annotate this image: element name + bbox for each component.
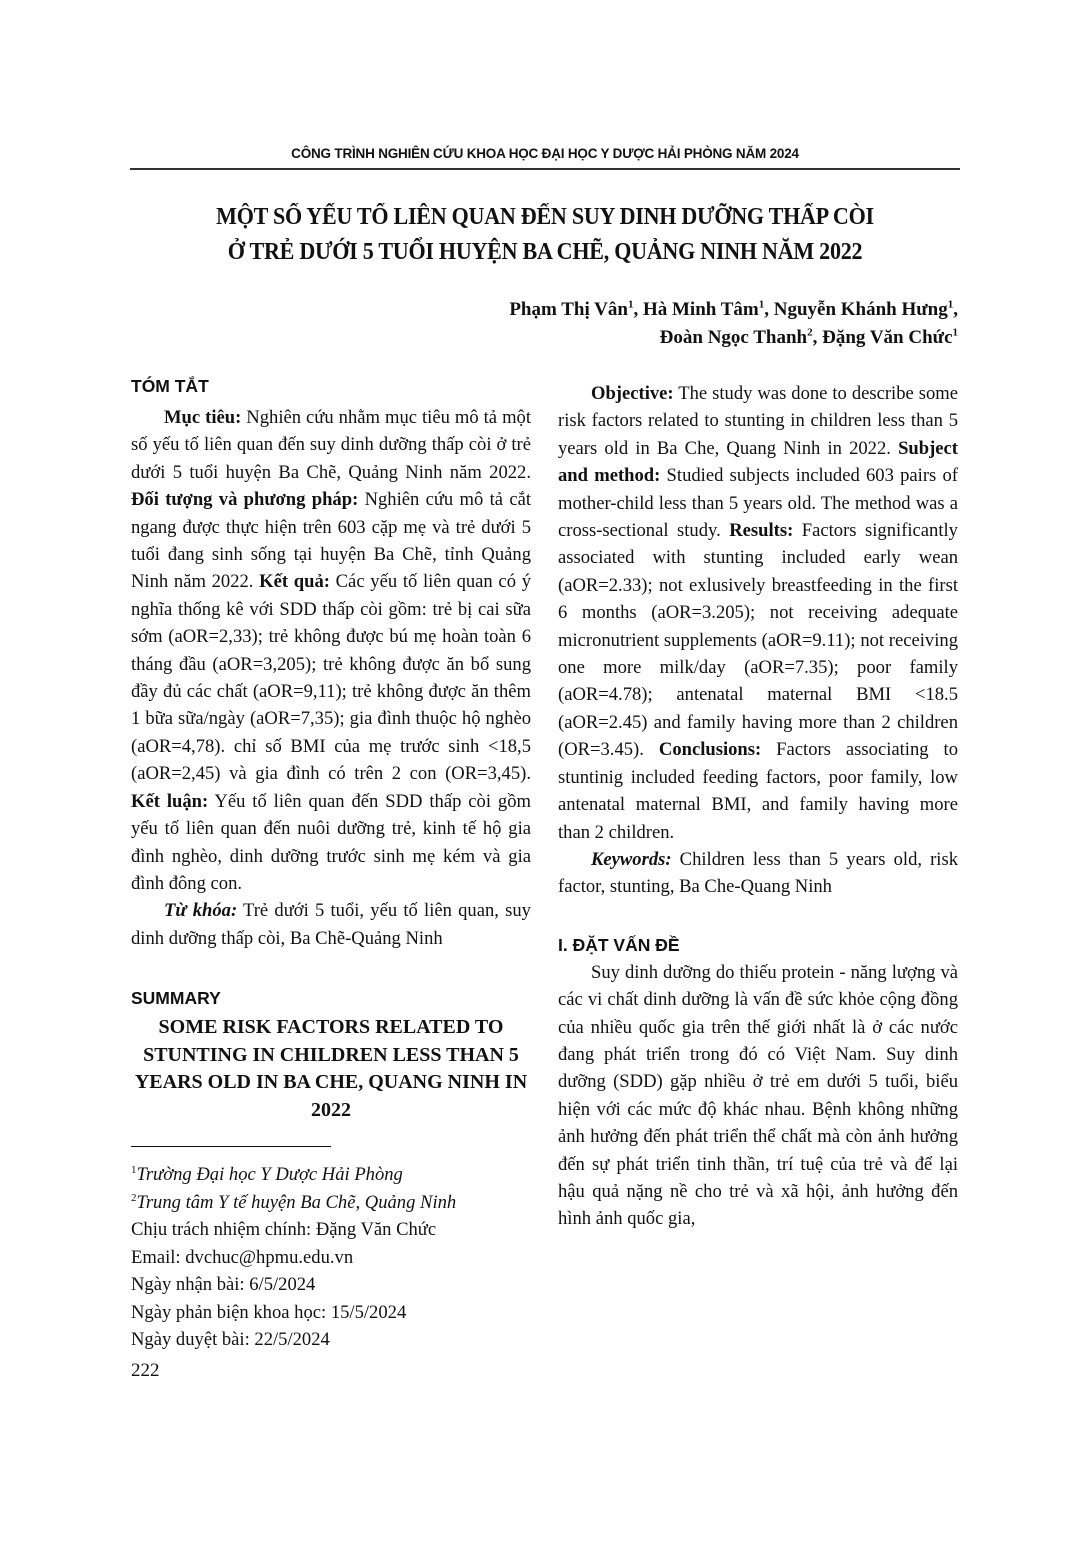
abstract-en bbox=[558, 380, 958, 846]
separator: , bbox=[764, 299, 774, 320]
conclusion-text: Factors associating to stuntinig included feeding factors, poor family, low antenatal maternal BMI, and family having more than 2 children. bbox=[558, 739, 958, 843]
author-name: Hà Minh Tâm bbox=[642, 299, 759, 320]
footnote-mark: 2 bbox=[131, 1191, 137, 1204]
separator: , bbox=[633, 299, 643, 320]
objective-label: Mục tiêu: bbox=[164, 407, 242, 428]
keywords-vi bbox=[131, 897, 531, 952]
footnote-affiliation-1 bbox=[131, 1161, 531, 1189]
header-rule bbox=[130, 168, 960, 170]
date-received: Ngày nhận bài: 6/5/2024 bbox=[131, 1274, 316, 1296]
conclusion-label: Conclusions: bbox=[658, 739, 762, 761]
email: Email: dvchuc@hpmu.edu.vn bbox=[131, 1246, 354, 1268]
left-column bbox=[131, 374, 531, 1354]
running-header: CÔNG TRÌNH NGHIÊN CỨU KHOA HỌC ĐẠI HỌC Y DƯỢC HẢI PHÒNG NĂM 2024 bbox=[291, 146, 799, 161]
results-text: Factors significantly associated with stunting included early wean (aOR=2.33); not exlusively breastfeeding in the first 6 months (aOR=3.205); not receiving adequate micronutrient supplements (aOR=9.11); not receiving one more milk/day (aOR=7.35); poor family (aOR=4.78); antenatal maternal BMI <18.5 (aOR=2.45) and family having more than 2 children (OR=3.45). bbox=[558, 520, 958, 761]
separator: , bbox=[953, 299, 958, 320]
affiliation-text: Trường Đại học Y Dược Hải Phòng bbox=[136, 1164, 403, 1186]
right-column bbox=[558, 380, 958, 1233]
keywords-label: Từ khóa: bbox=[164, 900, 238, 922]
conclusion-text: Yếu tố liên quan đến SDD thấp còi gồm yếu tố liên quan đến nuôi dưỡng trẻ, kinh tế hộ gia đình nghèo, dinh dưỡng trước sinh mẹ kém và gia đình đông con. bbox=[131, 790, 531, 894]
author-list bbox=[509, 296, 958, 352]
date-reviewed: Ngày phản biện khoa học: 15/5/2024 bbox=[131, 1301, 407, 1323]
results-text: Các yếu tố liên quan có ý nghĩa thống kê với SDD thấp còi gồm: trẻ bị cai sữa sớm (aOR=2,33); trẻ không được bú mẹ hoàn toàn 6 tháng đầu (aOR=3,205); trẻ không được ăn bổ sung đầy đủ các chất (aOR=9,11); trẻ không được ăn thêm 1 bữa sữa/ngày (aOR=7,35); gia đình thuộc hộ nghèo (aOR=4,78). chỉ số BMI của mẹ trước sinh <18,5 (aOR=2,45) và gia đình có trên 2 con (OR=3,45). bbox=[131, 571, 531, 785]
objective-text: Nghiên cứu nhằm mục tiêu mô tả một số yếu tố liên quan đến suy dinh dưỡng thấp còi ở trẻ dưới 5 tuổi huyện Ba Chẽ, Quảng Ninh năm 2022. bbox=[131, 407, 531, 483]
results-label: Kết quả: bbox=[259, 571, 330, 593]
method-text: Studied subjects included 603 pairs of mother-child less than 5 years old. The method was a cross-sectional study. bbox=[558, 465, 958, 542]
section-paragraph: Suy dinh dưỡng do thiếu protein - năng lượng và các vi chất dinh dưỡng là vấn đề sức khỏe cộng đồng của nhiều quốc gia trên thế giới nhất là ở các nước đang phát triển trong đó có Việt Nam. Suy dinh dưỡng (SDD) gặp nhiều ở trẻ em dưới 5 tuổi, biểu hiện với các mức độ khác nhau. Bệnh không những ảnh hưởng đến phát triển thể chất mà còn ảnh hưởng đến sự phát triển tinh thần, trí tuệ của trẻ và để lại hậu quả nặng nề cho trẻ và xã hội, ảnh hưởng đến hình ảnh quốc gia, bbox=[558, 961, 958, 1230]
summary-title: SOME RISK FACTORS RELATED TO STUNTING IN CHILDREN LESS THAN 5 YEARS OLD IN BA CHE, QUANG NINH IN 2022 bbox=[134, 1016, 528, 1121]
title-line-1: MỘT SỐ YẾU TỐ LIÊN QUAN ĐẾN SUY DINH DƯỠNG THẤP CÒI bbox=[216, 204, 874, 230]
keywords-text: Trẻ dưới 5 tuổi, yếu tố liên quan, suy dinh dưỡng thấp còi, Ba Chẽ-Quảng Ninh bbox=[131, 900, 531, 949]
section-heading: I. ĐẶT VẤN ĐỀ bbox=[558, 934, 680, 955]
affiliation-mark: 1 bbox=[947, 298, 954, 311]
separator: , bbox=[812, 327, 823, 348]
footnote-rule bbox=[131, 1146, 331, 1147]
objective-text: The study was done to describe some risk factors related to stunting in children less than 5 years old in Ba Che, Quang Ninh in 2022. bbox=[558, 383, 958, 459]
date-accepted: Ngày duyệt bài: 22/5/2024 bbox=[131, 1329, 330, 1351]
author-name: Đặng Văn Chức bbox=[822, 327, 953, 348]
conclusion-label: Kết luận: bbox=[131, 790, 209, 812]
keywords-label: Keywords: bbox=[591, 848, 672, 870]
footnote-affiliation-2 bbox=[131, 1189, 531, 1217]
author-name: Phạm Thị Vân bbox=[509, 299, 628, 320]
method-label: Subject and method: bbox=[558, 437, 958, 487]
paper-title bbox=[163, 200, 927, 270]
corresponding-author: Chịu trách nhiệm chính: Đặng Văn Chức bbox=[131, 1219, 437, 1241]
affiliation-mark: 1 bbox=[627, 298, 634, 311]
affiliation-mark: 1 bbox=[952, 326, 958, 339]
footnote-mark: 1 bbox=[131, 1163, 137, 1176]
summary-heading: SUMMARY bbox=[131, 988, 221, 1009]
keywords-text: Children less than 5 years old, risk factor, stunting, Ba Che-Quang Ninh bbox=[558, 848, 958, 898]
method-text: Nghiên cứu mô tả cắt ngang được thực hiện trên 603 cặp mẹ và trẻ dưới 5 tuổi đang sinh sống tại huyện Ba Chẽ, tỉnh Quảng Ninh năm 2022. bbox=[131, 489, 531, 593]
title-line-2: Ở TRẺ DƯỚI 5 TUỔI HUYỆN BA CHẼ, QUẢNG NINH NĂM 2022 bbox=[227, 239, 863, 265]
abstract-vi bbox=[131, 404, 531, 897]
method-label: Đối tượng và phương pháp: bbox=[131, 489, 359, 511]
page-number: 222 bbox=[131, 1360, 160, 1381]
author-name: Đoàn Ngọc Thanh bbox=[659, 327, 808, 348]
objective-label: Objective: bbox=[591, 383, 674, 404]
results-label: Results: bbox=[729, 520, 794, 542]
affiliation-mark: 1 bbox=[758, 298, 765, 311]
author-name: Nguyễn Khánh Hưng bbox=[773, 299, 948, 320]
affiliation-text: Trung tâm Y tế huyện Ba Chẽ, Quảng Ninh bbox=[136, 1191, 457, 1213]
abstract-heading-vi: TÓM TẮT bbox=[131, 376, 209, 396]
affiliation-mark: 2 bbox=[807, 326, 813, 339]
keywords-en bbox=[558, 846, 958, 901]
